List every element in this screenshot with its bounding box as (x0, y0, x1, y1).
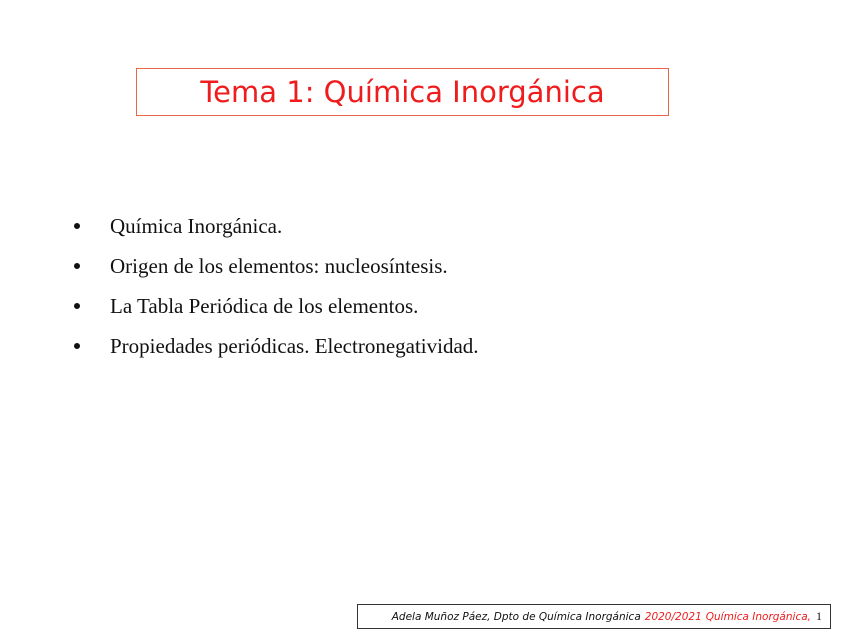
bullet-item (74, 286, 479, 326)
bullet-icon (74, 303, 80, 309)
footer-subject: Química Inorgánica, (705, 610, 811, 623)
footer (357, 604, 831, 629)
slide-title: Tema 1: Química Inorgánica (200, 74, 605, 109)
bullet-text: Química Inorgánica. (110, 213, 283, 238)
bullet-icon (74, 263, 80, 269)
bullet-icon (74, 343, 80, 349)
title-box (136, 68, 669, 116)
page-number: 1 (816, 609, 822, 623)
bullet-text: Propiedades periódicas. Electronegatividad. (110, 333, 479, 358)
bullet-list (74, 206, 479, 366)
footer-author: Adela Muñoz Páez, Dpto de Química Inorgánica (391, 610, 641, 623)
bullet-text: La Tabla Periódica de los elementos. (110, 293, 419, 318)
footer-year: 2020/2021 (644, 610, 702, 623)
bullet-icon (74, 223, 80, 229)
bullet-text: Origen de los elementos: nucleosíntesis. (110, 253, 448, 278)
bullet-item (74, 326, 479, 366)
bullet-item (74, 246, 479, 286)
bullet-item (74, 206, 479, 246)
